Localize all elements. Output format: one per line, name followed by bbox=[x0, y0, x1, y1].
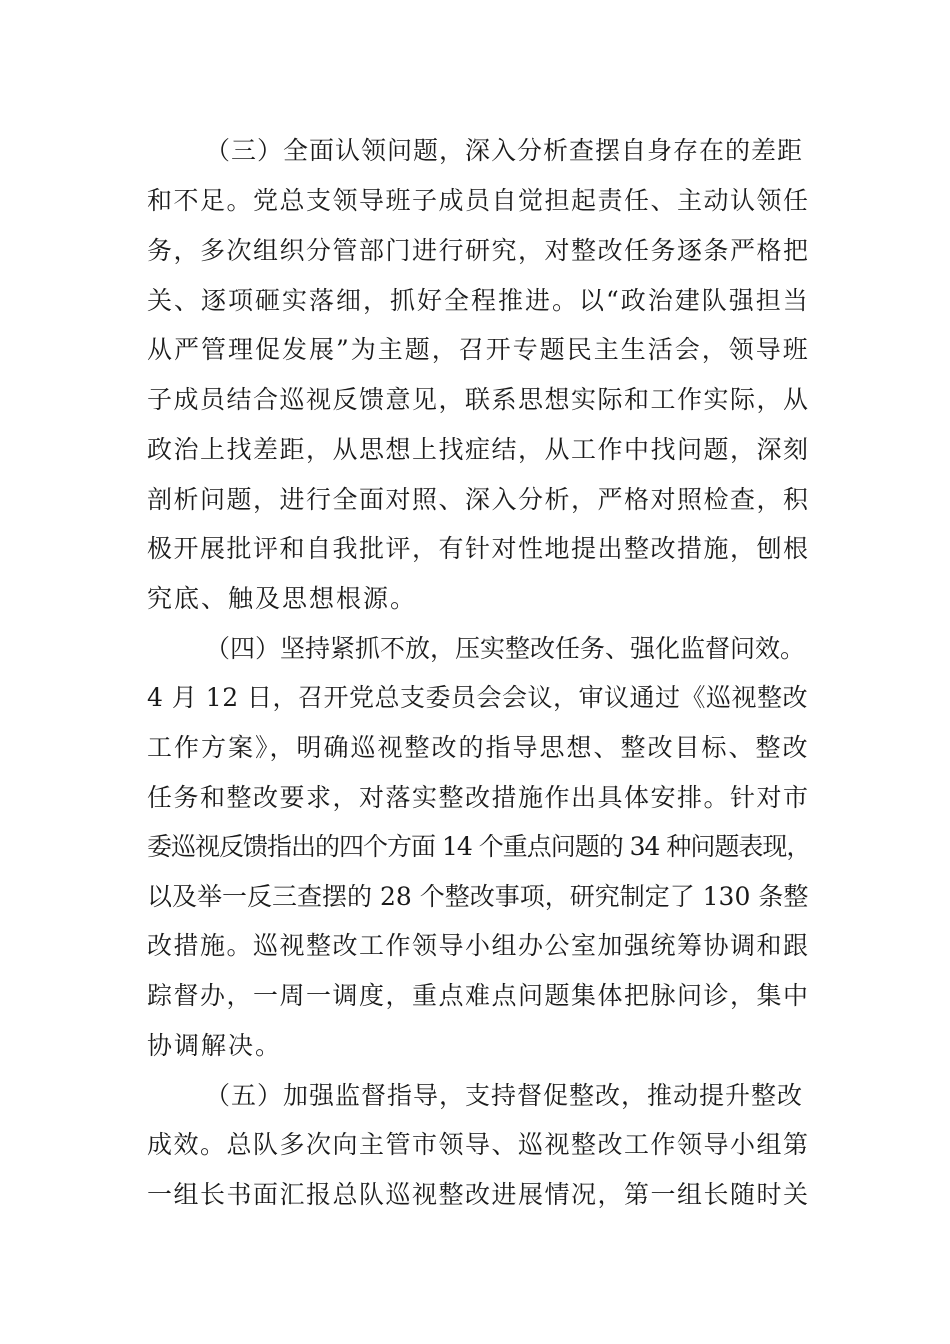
paragraph-4-line-1: （四）坚持紧抓不放，压实整改任务、强化监督问效。 bbox=[205, 634, 806, 663]
paragraph-4-line-3: 工作方案》，明确巡视整改的指导思想、整改目标、整改 bbox=[147, 733, 810, 762]
paragraph-5-line-3: 一组长书面汇报总队巡视整改进展情况，第一组长随时关 bbox=[147, 1180, 810, 1209]
paragraph-4-line-5: 委巡视反馈指出的四个方面 14 个重点问题的 34 种问题表现， bbox=[147, 832, 811, 861]
paragraph-4-line-8: 踪督办，一周一调度，重点难点问题集体把脉问诊，集中 bbox=[147, 981, 810, 1010]
paragraph-3-line-10: 究底、触及思想根源。 bbox=[147, 584, 418, 613]
paragraph-3-line-7: 政治上找差距，从思想上找症结，从工作中找问题，深刻 bbox=[147, 435, 810, 464]
paragraph-5-line-1: （五）加强监督指导，支持督促整改，推动提升整改 bbox=[205, 1081, 804, 1110]
paragraph-3-line-8: 剖析问题，进行全面对照、深入分析，严格对照检查，积 bbox=[147, 485, 810, 514]
paragraph-4-line-6: 以及举一反三查摆的 28 个整改事项，研究制定了 130 条整 bbox=[147, 882, 809, 911]
paragraph-3-line-3: 务，多次组织分管部门进行研究，对整改任务逐条严格把 bbox=[147, 236, 810, 265]
paragraph-3-line-1: （三）全面认领问题，深入分析查摆自身存在的差距 bbox=[205, 136, 804, 165]
paragraph-5-line-2: 成效。总队多次向主管市领导、巡视整改工作领导小组第 bbox=[147, 1130, 810, 1159]
paragraph-3-line-9: 极开展批评和自我批评，有针对性地提出整改措施，刨根 bbox=[147, 534, 810, 563]
paragraph-3-line-2: 和不足。党总支领导班子成员自觉担起责任、主动认领任 bbox=[147, 186, 810, 215]
paragraph-4-line-4: 任务和整改要求，对落实整改措施作出具体安排。针对市 bbox=[147, 783, 810, 812]
paragraph-3-line-4: 关、逐项砸实落细，抓好全程推进。以“政治建队强担当 bbox=[147, 286, 810, 315]
paragraph-3-line-5: 从严管理促发展”为主题，召开专题民主生活会，领导班 bbox=[147, 335, 810, 364]
paragraph-4-line-9: 协调解决。 bbox=[147, 1031, 283, 1060]
paragraph-3-line-6: 子成员结合巡视反馈意见，联系思想实际和工作实际，从 bbox=[147, 385, 810, 414]
paragraph-4-line-7: 改措施。巡视整改工作领导小组办公室加强统筹协调和跟 bbox=[147, 931, 810, 960]
paragraph-4-line-2: 4 月 12 日，召开党总支委员会会议，审议通过《巡视整改 bbox=[147, 683, 809, 712]
